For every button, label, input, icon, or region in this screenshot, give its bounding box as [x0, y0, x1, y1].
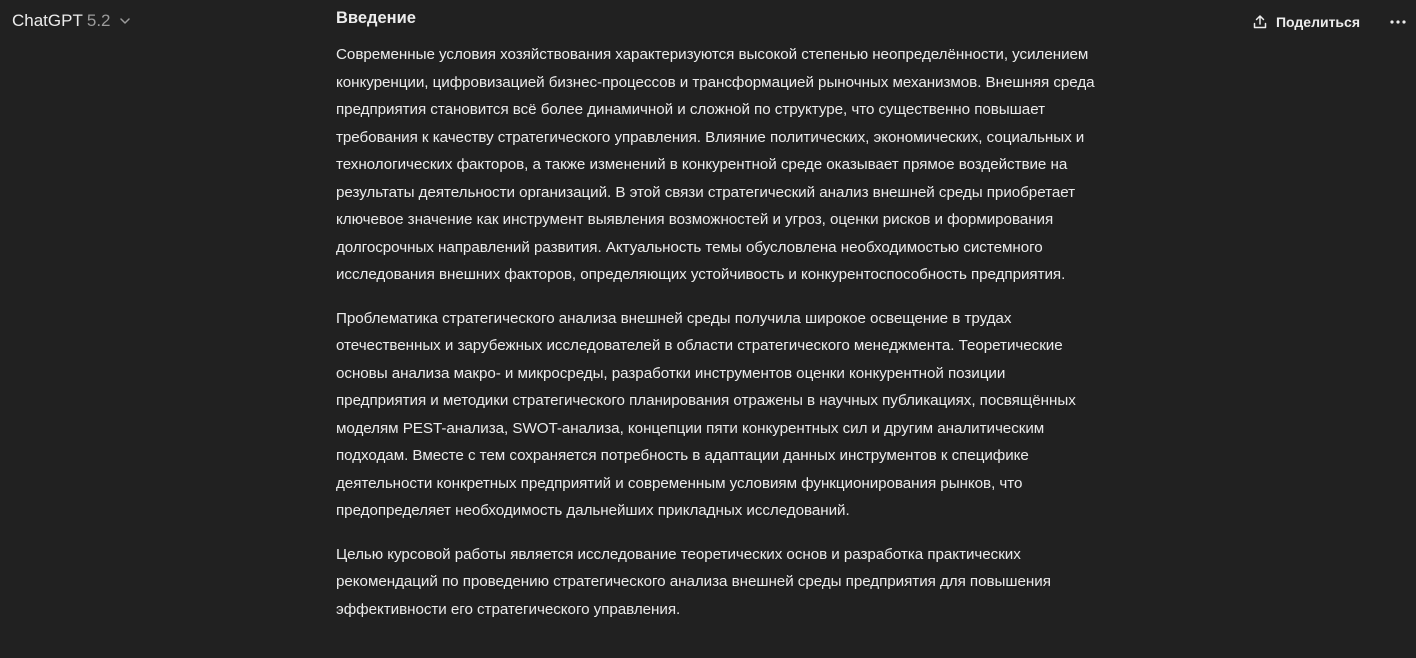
chevron-down-icon — [119, 15, 131, 27]
share-icon — [1252, 14, 1268, 30]
model-version: 5.2 — [86, 11, 111, 30]
paragraph-goal: Целью курсовой работы является исследование теоретических основ и разработка практических рекомендаций по проведению стратегического анализа внешней среды предприятия для повышения эффективности его стратегического управления. — [336, 545, 1051, 618]
paragraph-problem: Проблематика стратегического анализа внешней среды получила широкое освещение в трудах отечественных и зарубежных исследователей в области стратегического менеджмента. Теоретические основы анализа макро- и микросреды, разработки инструментов оценки конкурентной позиции предприятия и методики стратегического планирования отражены в научных публикациях, посвящённых моделям PEST-анализа, SWOT-анализа, концепции пяти конкурентных сил и другим аналитическим подходам. Вместе с тем сохраняется потребность в адаптации данных инструментов к специфике деятельности конкретных предприятий и современным условиям функционирования рынков, что предопределяет необходимость дальнейших прикладных исследований. — [336, 309, 1076, 519]
share-label: Поделиться — [1275, 14, 1360, 30]
share-button[interactable] — [1244, 10, 1368, 34]
model-selector[interactable] — [12, 11, 131, 31]
model-name: ChatGPT — [12, 11, 83, 30]
more-options-button[interactable] — [1384, 10, 1412, 34]
header-actions — [1244, 10, 1416, 34]
assistant-message — [336, 6, 1096, 639]
ellipsis-icon — [1390, 20, 1406, 24]
paragraph-relevance: Современные условия хозяйствования характеризуются высокой степенью неопределённости, усилением конкуренции, цифровизацией бизнес-процессов и трансформацией рыночных механизмов. Внешняя среда предприятия становится всё более динамичной и сложной по структуре, что существенно повышает требования к качеству стратегического управления. Влияние политических, экономических, социальных и технологических факторов, а также изменений в конкурентной среде оказывает прямое воздействие на результаты деятельности организаций. В этой связи стратегический анализ внешней среды приобретает ключевое значение как инструмент выявления возможностей и угроз, оценки рисков и формирования долгосрочных направлений развития. Актуальность темы обусловлена необходимостью системного исследования внешних факторов, определяющих устойчивость и конкурентоспособность предприятия. — [336, 46, 1095, 283]
section-heading: Введение — [336, 9, 416, 27]
